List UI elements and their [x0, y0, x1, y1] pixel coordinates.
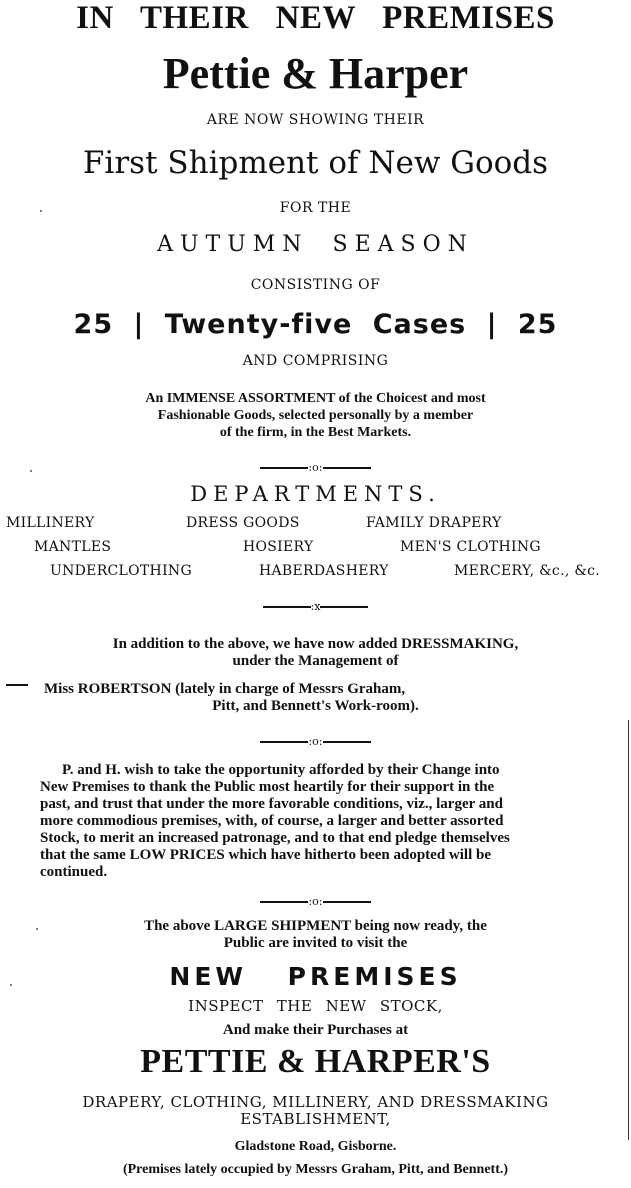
headline-showing: ARE NOW SHOWING THEIR: [206, 112, 425, 128]
headline-firm-name: Pettie & Harper: [162, 49, 469, 98]
assortment-line: Fashionable Goods, selected personally by a member: [157, 408, 474, 423]
department-underclothing: UNDERCLOTHING: [50, 563, 192, 579]
ornament-rule: [0, 601, 631, 613]
closing-address: Gladstone Road, Gisborne.: [234, 1139, 397, 1154]
addition-line: In addition to the above, we have now added DRESSMAKING,: [112, 636, 519, 652]
closing-purchases: And make their Purchases at: [222, 1022, 409, 1038]
headline-premises: IN THEIR NEW PREMISES: [76, 0, 555, 36]
establishment-line: DRAPERY, CLOTHING, MILLINERY, AND DRESSMAKING: [82, 1093, 549, 1111]
print-speck: [30, 470, 32, 472]
ornament-text: :o:: [308, 895, 323, 908]
department-mantles: MANTLES: [34, 539, 112, 555]
print-speck: [10, 984, 12, 986]
assortment-line: An IMMENSE ASSORTMENT of the Choicest and most: [145, 391, 486, 406]
addition-line: under the Management of: [232, 653, 399, 669]
ornament-rule: [0, 462, 631, 474]
headline-for-the: FOR THE: [279, 200, 352, 216]
ready-paragraph: [0, 918, 631, 952]
thanks-line: more commodious premises, with, of course, a larger and better assorted: [40, 813, 504, 829]
manager-line: Pitt, and Bennett's Work-room).: [212, 698, 419, 714]
print-speck: [40, 210, 42, 212]
thanks-line: New Premises to thank the Public most heartily for their support in the: [40, 779, 495, 795]
departments-title: DEPARTMENTS.: [190, 482, 441, 506]
ornament-text: :x: [310, 600, 321, 613]
headline-cases: 25 | Twenty-five Cases | 25: [73, 309, 558, 340]
assortment-line: of the firm, in the Best Markets.: [219, 425, 412, 440]
closing-inspect: INSPECT THE NEW STOCK,: [188, 997, 443, 1015]
department-dress-goods: DRESS GOODS: [186, 515, 300, 531]
department-mercery: MERCERY, &c., &c.: [454, 563, 600, 579]
department-haberdashery: HABERDASHERY: [259, 563, 389, 579]
ornament-rule: [0, 896, 631, 908]
ornament-text: :o:: [308, 461, 323, 474]
assortment-paragraph: [0, 390, 631, 441]
department-hosiery: HOSIERY: [243, 539, 314, 555]
addition-paragraph: [0, 636, 631, 670]
establishment-line: ESTABLISHMENT,: [240, 1110, 391, 1128]
ready-line: Public are invited to visit the: [223, 935, 408, 951]
department-millinery: MILLINERY: [6, 515, 95, 531]
thanks-paragraph: [40, 762, 628, 881]
headline-consisting: CONSISTING OF: [250, 277, 381, 293]
thanks-line: past, and trust that under the more favorable conditions, viz., larger and: [40, 796, 503, 812]
print-speck: [36, 928, 38, 930]
ornament-rule: [0, 736, 631, 748]
thanks-line: Stock, to merit an increased patronage, and to that end pledge themselves: [40, 830, 510, 846]
thanks-line: P. and H. wish to take the opportunity afforded by their Change into: [62, 762, 500, 778]
closing-firm-name: PETTIE & HARPER'S: [140, 1043, 491, 1080]
closing-new-premises: NEW PREMISES: [169, 962, 462, 991]
closing-previous-premises: (Premises lately occupied by Messrs Graham, Pitt, and Bennett.): [122, 1162, 509, 1177]
column-edge-line: [628, 720, 629, 1140]
ornament-text: :o:: [308, 735, 323, 748]
headline-comprising: AND COMPRISING: [242, 353, 389, 369]
thanks-line: that the same LOW PRICES which have hitherto been adopted will be: [40, 847, 491, 863]
department-mens-clothing: MEN'S CLOTHING: [400, 539, 541, 555]
headline-shipment: First Shipment of New Goods: [82, 145, 549, 181]
thanks-line: continued.: [40, 864, 108, 880]
headline-season: AUTUMN SEASON: [157, 232, 474, 257]
closing-establishment: [0, 1094, 631, 1128]
department-family-drapery: FAMILY DRAPERY: [366, 515, 502, 531]
manager-paragraph: [0, 681, 631, 715]
ready-line: The above LARGE SHIPMENT being now ready, the: [144, 918, 487, 934]
manager-line: Miss ROBERTSON (lately in charge of Messrs Graham,: [44, 681, 406, 697]
